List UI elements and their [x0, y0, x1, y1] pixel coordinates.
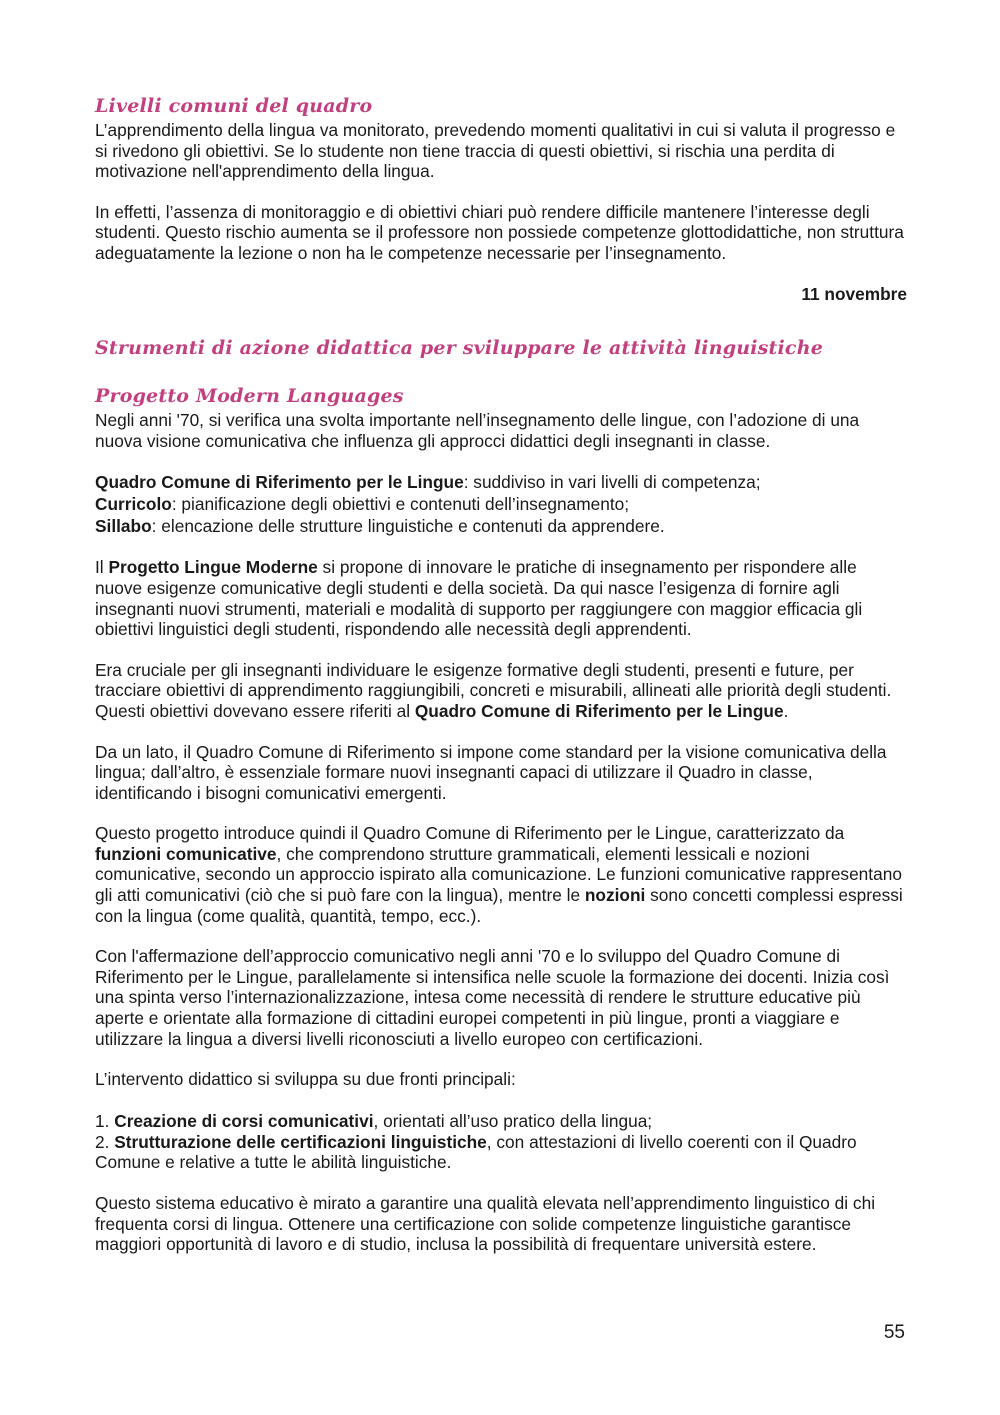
definition-item: Quadro Comune di Riferimento per le Lingue: suddiviso in vari livelli di competenza; — [95, 472, 761, 493]
definition-item: Sillabo: elencazione delle strutture linguistiche e contenuti da apprendere. — [95, 516, 665, 537]
list-item: 2. Strutturazione delle certificazioni linguistiche, con attestazioni di livello coerenti con il Quadro Comune e relative a tutte le abilità linguistiche. — [95, 1131, 857, 1173]
paragraph: Negli anni '70, si verifica una svolta importante nell’insegnamento delle lingue, con l’adozione di una nuova visione comunicativa che influenza gli approcci didattici degli insegnanti in classe. — [95, 410, 860, 451]
section-heading-progetto: Progetto Modern Languages — [95, 385, 404, 408]
document-page — [95, 92, 907, 1255]
section-heading-livelli: Livelli comuni del quadro — [95, 95, 373, 117]
paragraph: Era cruciale per gli insegnanti individuare le esigenze formative degli studenti, presenti e future, per tracciare obiettivi di apprendimento raggiungibili, concreti e misurabili, allineati alle priorità degli studenti. Questi obiettivi dovevano essere riferiti al Quadro Comune di Riferimento per le Lingue. — [95, 659, 892, 721]
definition-item: Curricolo: pianificazione degli obiettivi e contenuti dell’insegnamento; — [95, 494, 630, 515]
paragraph: Da un lato, il Quadro Comune di Riferimento si impone come standard per la visione comunicativa della lingua; dall’altro, è essenziale formare nuovi insegnanti capaci di utilizzare il Quadro in classe, identificando i bisogni comunicativi emergenti. — [95, 741, 887, 803]
date-label: 11 novembre — [801, 283, 907, 304]
paragraph: L’intervento didattico si sviluppa su due fronti principali: — [95, 1069, 516, 1090]
paragraph: L’apprendimento della lingua va monitorato, prevedendo momenti qualitativi in cui si valuta il progresso e si rivedono gli obiettivi. Se lo studente non tiene traccia di questi obiettivi, si rischia una perdita di motivazione nell'apprendimento della lingua. — [95, 120, 896, 182]
paragraph: Questo sistema educativo è mirato a garantire una qualità elevata nell’apprendimento linguistico di chi frequenta corsi di lingua. Ottenere una certificazione con solide competenze linguistiche garantisce maggiori opportunità di lavoro e di studio, inclusa la possibilità di frequentare università estere. — [95, 1193, 876, 1255]
paragraph: Questo progetto introduce quindi il Quadro Comune di Riferimento per le Lingue, caratterizzato da funzioni comunicative, che comprendono strutture grammaticali, elementi lessicali e nozioni comunicative, secondo un approccio ispirato alla comunicazione. Le funzioni comunicative rappresentano gli atti comunicativi (ciò che si può fare con la lingua), mentre le nozioni sono concetti complessi espressi con la lingua (come qualità, quantità, tempo, ecc.). — [95, 823, 903, 926]
paragraph: In effetti, l’assenza di monitoraggio e di obiettivi chiari può rendere difficile mantenere l’interesse degli studenti. Questo rischio aumenta se il professore non possiede competenze glottodidattiche, non struttura adeguatamente la lezione o non ha le competenze necessarie per l’insegnamento. — [95, 201, 904, 263]
paragraph: Il Progetto Lingue Moderne si propone di innovare le pratiche di insegnamento per rispondere alle nuove esigenze comunicative degli studenti e della società. Da qui nasce l’esigenza di fornire agli insegnanti nuovi strumenti, materiali e modalità di supporto per raggiungere con maggior efficacia gli obiettivi linguistici degli studenti, rispondendo alle necessità degli apprendenti. — [95, 557, 863, 640]
section-heading-strumenti: Strumenti di azione didattica per sviluppare le attività linguistiche — [95, 337, 823, 360]
list-item: 1. Creazione di corsi comunicativi, orientati all’uso pratico della lingua; — [95, 1110, 653, 1131]
paragraph: Con l'affermazione dell’approccio comunicativo negli anni '70 e lo sviluppo del Quadro Comune di Riferimento per le Lingue, parallelamente si intensifica nelle scuole la formazione dei docenti. Inizia così una spinta verso l’internazionalizzazione, intesa come necessità di rendere le strutture educative più aperte e orientate alla formazione di cittadini europei competenti in più lingue, pronti a viaggiare e utilizzare la lingua a diversi livelli riconosciuti a livello europeo con certificazioni. — [95, 946, 890, 1049]
page-number: 55 — [883, 1322, 905, 1343]
